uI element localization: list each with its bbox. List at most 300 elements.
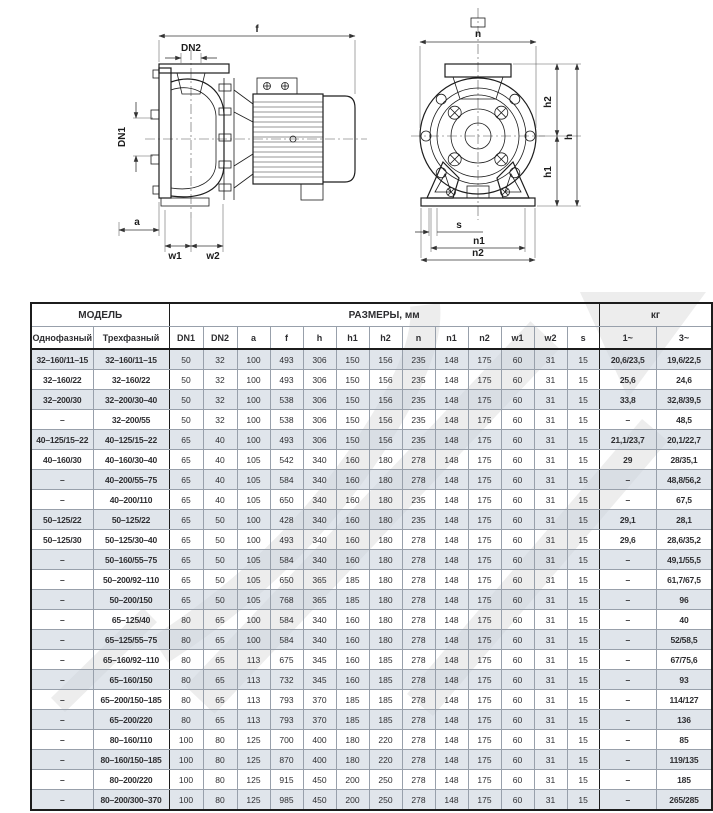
model-cell: 40–160/30 [31, 450, 93, 470]
dimension-cell: 493 [270, 370, 303, 390]
dimension-cell: 65 [169, 450, 203, 470]
model-cell: – [31, 490, 93, 510]
model-cell: 65–200/150–185 [93, 690, 169, 710]
dimension-cell: 175 [468, 470, 501, 490]
weight-cell: 185 [656, 770, 712, 790]
dimension-cell: 60 [501, 410, 534, 430]
dimension-cell: 65 [203, 690, 237, 710]
dimension-cell: 340 [303, 530, 336, 550]
dimension-cell: 185 [336, 710, 369, 730]
dimension-cell: 185 [369, 690, 402, 710]
dimension-cell: 700 [270, 730, 303, 750]
dimension-cell: 65 [169, 570, 203, 590]
dimension-cell: 80 [203, 770, 237, 790]
table-header [31, 303, 712, 349]
dimension-cell: 428 [270, 510, 303, 530]
weight-cell: 20,6/23,5 [599, 349, 656, 370]
dimension-cell: 175 [468, 610, 501, 630]
column-header: 1~ [599, 327, 656, 350]
dimension-cell: 156 [369, 410, 402, 430]
dimension-cell: 340 [303, 450, 336, 470]
column-header: s [567, 327, 599, 350]
weight-cell: 29,1 [599, 510, 656, 530]
model-cell: – [31, 770, 93, 790]
dimension-cell: 148 [435, 750, 468, 770]
dimension-cell: 31 [534, 490, 567, 510]
column-header: n2 [468, 327, 501, 350]
model-cell: 65–200/220 [93, 710, 169, 730]
dimension-cell: 185 [336, 690, 369, 710]
dimension-cell: 278 [402, 550, 435, 570]
weight-cell: 28/35,1 [656, 450, 712, 470]
dimension-cell: 150 [336, 349, 369, 370]
model-cell: 32–200/30 [31, 390, 93, 410]
dimension-cell: 235 [402, 390, 435, 410]
model-cell: – [31, 410, 93, 430]
weight-cell: – [599, 770, 656, 790]
dimension-cell: 15 [567, 410, 599, 430]
dim-label-dn2: DN2 [180, 43, 202, 54]
dimension-cell: 148 [435, 430, 468, 450]
column-header: h [303, 327, 336, 350]
dimension-cell: 105 [237, 590, 270, 610]
table-row [31, 670, 712, 690]
model-cell: – [31, 590, 93, 610]
dimension-cell: 105 [237, 470, 270, 490]
dimension-cell: 65 [169, 470, 203, 490]
dimension-cell: 148 [435, 670, 468, 690]
dimension-cell: 148 [435, 590, 468, 610]
weight-cell: 20,1/22,7 [656, 430, 712, 450]
dimension-cell: 148 [435, 470, 468, 490]
dimension-cell: 584 [270, 630, 303, 650]
dimension-cell: 235 [402, 370, 435, 390]
dimension-cell: 32 [203, 390, 237, 410]
dimension-cell: 125 [237, 750, 270, 770]
dimension-cell: 31 [534, 390, 567, 410]
table-row [31, 730, 712, 750]
dimension-cell: 160 [336, 550, 369, 570]
dimension-cell: 175 [468, 490, 501, 510]
table-row [31, 550, 712, 570]
dim-label-n1: n1 [473, 236, 485, 247]
dimension-cell: 370 [303, 690, 336, 710]
dimension-cell: 185 [369, 650, 402, 670]
dimension-cell: 160 [336, 630, 369, 650]
dimension-cell: 15 [567, 750, 599, 770]
model-cell: 80–200/300–370 [93, 790, 169, 811]
dimension-cell: 542 [270, 450, 303, 470]
table-row [31, 610, 712, 630]
weight-cell: 28,1 [656, 510, 712, 530]
dimension-cell: 105 [237, 490, 270, 510]
table-row [31, 510, 712, 530]
dimension-cell: 80 [169, 670, 203, 690]
dimension-cell: 235 [402, 510, 435, 530]
dimension-cell: 278 [402, 790, 435, 811]
dimension-cell: 156 [369, 370, 402, 390]
dimension-cell: 235 [402, 349, 435, 370]
dimension-cell: 340 [303, 550, 336, 570]
dimension-cell: 105 [237, 550, 270, 570]
weight-cell: – [599, 570, 656, 590]
dimension-cell: 278 [402, 570, 435, 590]
column-header: Однофазный [31, 327, 93, 350]
dimension-cell: 340 [303, 470, 336, 490]
dimension-cell: 370 [303, 710, 336, 730]
dimension-cell: 306 [303, 430, 336, 450]
dimension-cell: 31 [534, 430, 567, 450]
dimension-cell: 278 [402, 450, 435, 470]
dimension-cell: 60 [501, 550, 534, 570]
dimension-cell: 50 [203, 550, 237, 570]
dimension-cell: 80 [169, 630, 203, 650]
dimension-cell: 15 [567, 730, 599, 750]
dimension-cell: 306 [303, 370, 336, 390]
column-header: h1 [336, 327, 369, 350]
dimension-cell: 148 [435, 349, 468, 370]
dimension-cell: 278 [402, 650, 435, 670]
dim-label-h2: h2 [543, 96, 554, 108]
pump-side-view-drawing [103, 6, 381, 264]
dimension-cell: 870 [270, 750, 303, 770]
dimension-cell: 450 [303, 770, 336, 790]
dimension-cell: 65 [203, 630, 237, 650]
dimension-cell: 148 [435, 650, 468, 670]
dimension-cell: 15 [567, 570, 599, 590]
weight-cell: 52/58,5 [656, 630, 712, 650]
dimension-cell: 156 [369, 430, 402, 450]
table-row [31, 710, 712, 730]
dimension-cell: 768 [270, 590, 303, 610]
weight-cell: 119/135 [656, 750, 712, 770]
model-cell: 50–125/22 [31, 510, 93, 530]
dimension-cell: 31 [534, 710, 567, 730]
model-cell: – [31, 730, 93, 750]
dimension-cell: 278 [402, 730, 435, 750]
model-cell: – [31, 790, 93, 811]
weight-cell: 21,1/23,7 [599, 430, 656, 450]
dimension-cell: 15 [567, 590, 599, 610]
column-header: n [402, 327, 435, 350]
table-row [31, 490, 712, 510]
dimension-cell: 175 [468, 650, 501, 670]
dimension-cell: 60 [501, 590, 534, 610]
dim-label-h: h [564, 133, 575, 141]
table-row [31, 750, 712, 770]
model-cell: 80–200/220 [93, 770, 169, 790]
dimension-cell: 105 [237, 570, 270, 590]
dimension-cell: 105 [237, 450, 270, 470]
model-cell: 50–125/30 [31, 530, 93, 550]
dimension-cell: 160 [336, 670, 369, 690]
dimension-cell: 40 [203, 470, 237, 490]
dimension-cell: 60 [501, 510, 534, 530]
dimension-cell: 148 [435, 570, 468, 590]
table-row [31, 690, 712, 710]
dim-label-s: s [456, 220, 462, 231]
dimension-cell: 400 [303, 730, 336, 750]
dimension-cell: 60 [501, 370, 534, 390]
dimension-cell: 15 [567, 470, 599, 490]
dimension-cell: 538 [270, 410, 303, 430]
dimension-cell: 180 [369, 550, 402, 570]
dim-label-dn1: DN1 [117, 126, 128, 148]
dimension-cell: 15 [567, 790, 599, 811]
dimension-cell: 650 [270, 490, 303, 510]
dimension-cell: 175 [468, 430, 501, 450]
dimension-cell: 31 [534, 410, 567, 430]
dimension-cell: 584 [270, 610, 303, 630]
dimension-cell: 278 [402, 470, 435, 490]
column-header: f [270, 327, 303, 350]
table-body [31, 349, 712, 810]
dimension-cell: 250 [369, 790, 402, 811]
dim-label-f: f [255, 24, 259, 35]
dimension-cell: 100 [237, 410, 270, 430]
dimension-cell: 31 [534, 349, 567, 370]
column-header: w2 [534, 327, 567, 350]
dimension-cell: 31 [534, 750, 567, 770]
dimension-cell: 493 [270, 349, 303, 370]
dimension-cell: 31 [534, 570, 567, 590]
dimension-cell: 493 [270, 530, 303, 550]
dimension-cell: 31 [534, 790, 567, 811]
dimension-cell: 175 [468, 450, 501, 470]
dimension-cell: 235 [402, 430, 435, 450]
dimension-cell: 175 [468, 550, 501, 570]
dimension-cell: 180 [369, 610, 402, 630]
dimension-cell: 340 [303, 610, 336, 630]
dimension-cell: 150 [336, 370, 369, 390]
dimension-cell: 15 [567, 390, 599, 410]
weight-cell: – [599, 590, 656, 610]
table-row [31, 630, 712, 650]
weight-cell: 96 [656, 590, 712, 610]
dimension-cell: 60 [501, 790, 534, 811]
model-cell: 50–160/55–75 [93, 550, 169, 570]
dimension-cell: 148 [435, 450, 468, 470]
dimension-cell: 113 [237, 710, 270, 730]
dimension-cell: 180 [369, 570, 402, 590]
dimension-cell: 278 [402, 770, 435, 790]
table-row [31, 410, 712, 430]
dimension-cell: 113 [237, 690, 270, 710]
model-cell: – [31, 630, 93, 650]
dimension-cell: 200 [336, 770, 369, 790]
dimension-cell: 125 [237, 790, 270, 811]
model-cell: 80–160/150–185 [93, 750, 169, 770]
column-header: a [237, 327, 270, 350]
dimension-cell: 160 [336, 470, 369, 490]
table-row [31, 390, 712, 410]
dimension-cell: 50 [203, 530, 237, 550]
dimension-cell: 235 [402, 490, 435, 510]
dimension-cell: 100 [237, 349, 270, 370]
dimension-cell: 278 [402, 610, 435, 630]
dimension-cell: 180 [369, 530, 402, 550]
weight-cell: – [599, 670, 656, 690]
dimension-cell: 15 [567, 550, 599, 570]
dimension-cell: 675 [270, 650, 303, 670]
dimension-cell: 180 [369, 470, 402, 490]
table-row [31, 370, 712, 390]
dimension-cell: 60 [501, 470, 534, 490]
model-cell: 65–160/150 [93, 670, 169, 690]
model-cell: – [31, 570, 93, 590]
dimension-cell: 80 [169, 690, 203, 710]
dimension-cell: 175 [468, 390, 501, 410]
dimension-cell: 31 [534, 630, 567, 650]
dimension-cell: 732 [270, 670, 303, 690]
dimension-cell: 148 [435, 410, 468, 430]
dimension-cell: 278 [402, 670, 435, 690]
dimension-cell: 160 [336, 650, 369, 670]
dimension-cell: 340 [303, 510, 336, 530]
weight-cell: – [599, 650, 656, 670]
weight-cell: – [599, 410, 656, 430]
dimension-cell: 278 [402, 630, 435, 650]
dimension-cell: 180 [369, 630, 402, 650]
dimension-cell: 60 [501, 610, 534, 630]
dimension-cell: 125 [237, 730, 270, 750]
weight-cell: – [599, 730, 656, 750]
weight-cell: 25,6 [599, 370, 656, 390]
dimension-cell: 160 [336, 530, 369, 550]
column-group-header: РАЗМЕРЫ, мм [169, 303, 599, 327]
dimension-cell: 60 [501, 390, 534, 410]
dimension-cell: 175 [468, 710, 501, 730]
dimension-cell: 148 [435, 730, 468, 750]
dimension-cell: 31 [534, 450, 567, 470]
dimension-cell: 50 [169, 410, 203, 430]
dimension-cell: 65 [169, 550, 203, 570]
dimension-cell: 31 [534, 510, 567, 530]
dimension-cell: 180 [369, 510, 402, 530]
dimension-cell: 50 [203, 570, 237, 590]
model-cell: 65–125/55–75 [93, 630, 169, 650]
dimension-cell: 493 [270, 430, 303, 450]
dimension-cell: 175 [468, 670, 501, 690]
dimension-cell: 148 [435, 550, 468, 570]
dimension-cell: 32 [203, 370, 237, 390]
dimension-cell: 175 [468, 590, 501, 610]
column-header: DN1 [169, 327, 203, 350]
table-row [31, 470, 712, 490]
dimension-cell: 100 [169, 730, 203, 750]
weight-cell: – [599, 490, 656, 510]
model-cell: 50–200/92–110 [93, 570, 169, 590]
dimension-cell: 278 [402, 590, 435, 610]
dimension-cell: 15 [567, 710, 599, 730]
weight-cell: 93 [656, 670, 712, 690]
dimension-cell: 175 [468, 570, 501, 590]
table-row [31, 450, 712, 470]
dimension-cell: 175 [468, 690, 501, 710]
weight-cell: 24,6 [656, 370, 712, 390]
dimension-cell: 65 [203, 610, 237, 630]
dimension-cell: 450 [303, 790, 336, 811]
weight-cell: 61,7/67,5 [656, 570, 712, 590]
weight-cell: 85 [656, 730, 712, 750]
dimension-cell: 60 [501, 570, 534, 590]
weight-cell: 19,6/22,5 [656, 349, 712, 370]
model-cell: 32–160/22 [31, 370, 93, 390]
weight-cell: 265/285 [656, 790, 712, 811]
weight-cell: 40 [656, 610, 712, 630]
weight-cell: 48,5 [656, 410, 712, 430]
dimension-cell: 60 [501, 450, 534, 470]
dimension-cell: 65 [203, 710, 237, 730]
dimension-cell: 148 [435, 490, 468, 510]
dimension-cell: 40 [203, 450, 237, 470]
dimension-cell: 60 [501, 650, 534, 670]
model-cell: – [31, 670, 93, 690]
dimension-cell: 15 [567, 770, 599, 790]
dimension-cell: 400 [303, 750, 336, 770]
dimension-cell: 80 [203, 750, 237, 770]
dimension-cell: 306 [303, 390, 336, 410]
table-row [31, 430, 712, 450]
dim-label-w2: w2 [206, 251, 220, 262]
column-header: h2 [369, 327, 402, 350]
dimension-cell: 65 [169, 490, 203, 510]
table-row [31, 349, 712, 370]
column-header: DN2 [203, 327, 237, 350]
dim-label-w1: w1 [168, 251, 182, 262]
dimension-cell: 15 [567, 450, 599, 470]
dim-label-h1: h1 [543, 166, 554, 178]
dimension-cell: 160 [336, 490, 369, 510]
dimension-cell: 31 [534, 590, 567, 610]
table-row [31, 590, 712, 610]
dimension-cell: 100 [237, 610, 270, 630]
table-row [31, 530, 712, 550]
dimension-cell: 148 [435, 710, 468, 730]
dimension-cell: 31 [534, 470, 567, 490]
model-cell: – [31, 710, 93, 730]
dimension-cell: 31 [534, 610, 567, 630]
dimension-cell: 15 [567, 490, 599, 510]
dimension-cell: 175 [468, 630, 501, 650]
model-cell: – [31, 750, 93, 770]
dimension-cell: 32 [203, 410, 237, 430]
dimension-cell: 150 [336, 390, 369, 410]
dimension-cell: 60 [501, 630, 534, 650]
weight-cell: 67,5 [656, 490, 712, 510]
dimension-cell: 31 [534, 670, 567, 690]
dim-label-a: a [134, 217, 140, 228]
weight-cell: – [599, 750, 656, 770]
dimension-cell: 80 [169, 710, 203, 730]
dimension-cell: 65 [169, 590, 203, 610]
dimension-cell: 156 [369, 349, 402, 370]
dimension-cell: 148 [435, 630, 468, 650]
dimension-cell: 306 [303, 410, 336, 430]
dimension-cell: 65 [203, 650, 237, 670]
dimension-cell: 80 [203, 730, 237, 750]
dimension-cell: 65 [203, 670, 237, 690]
dimension-cell: 15 [567, 530, 599, 550]
dimension-cell: 60 [501, 349, 534, 370]
dimension-cell: 15 [567, 650, 599, 670]
dimension-cell: 148 [435, 610, 468, 630]
dimension-cell: 584 [270, 470, 303, 490]
model-cell: 40–200/55–75 [93, 470, 169, 490]
dimension-cell: 180 [336, 750, 369, 770]
dimension-cell: 100 [169, 750, 203, 770]
dimension-cell: 148 [435, 510, 468, 530]
